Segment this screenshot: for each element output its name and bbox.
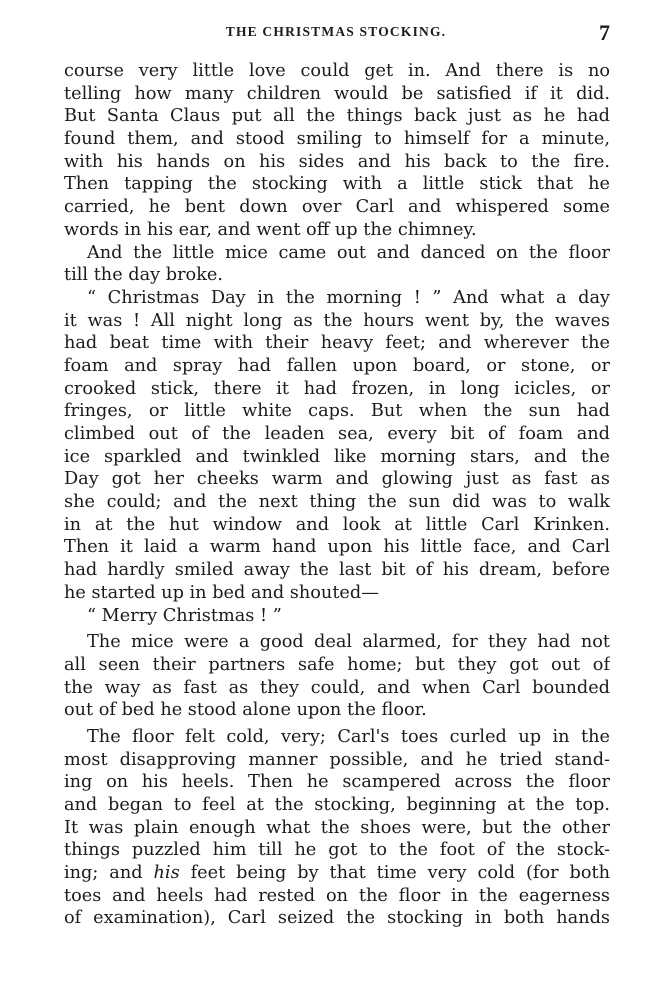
- running-header: [62, 22, 610, 46]
- text-line: had hardly smiled away the last bit of his dream, before: [64, 560, 610, 581]
- text-line: crooked stick, there it had frozen, in long icicles, or: [64, 378, 610, 399]
- text-line: And the little mice came out and danced on the floor: [87, 242, 610, 263]
- text-line: carried, he bent down over Carl and whispered some: [64, 197, 610, 218]
- text-line: “ Christmas Day in the morning ! ” And what a day: [87, 287, 610, 308]
- text-line: ice sparkled and twinkled like morning stars, and the: [64, 446, 610, 467]
- text-line: It was plain enough what the shoes were, but the other: [64, 817, 610, 838]
- text-line: climbed out of the leaden sea, every bit of foam and: [64, 424, 610, 444]
- text-line: ing; and his feet being by that time very cold (for both: [64, 863, 610, 884]
- text-line: things puzzled him till he got to the foot of the stock-: [64, 840, 610, 861]
- text-line: it was ! All night long as the hours went by, the waves: [64, 310, 610, 331]
- text-line: till the day broke.: [64, 265, 224, 286]
- text-line: Then it laid a warm hand upon his little face, and Carl: [64, 537, 610, 558]
- text-line: with his hands on his sides and his back to the fire.: [64, 151, 610, 172]
- text-line: course very little love could get in. And there is no: [64, 61, 610, 81]
- text-line: in at the hut window and look at little Carl Krinken.: [64, 514, 610, 535]
- text-line: she could; and the next thing the sun did was to walk: [64, 492, 610, 513]
- text-line: toes and heels had rested on the floor in the eagerness: [64, 885, 610, 906]
- page-number: 7: [599, 20, 610, 45]
- text-line: all seen their partners safe home; but they got out of: [64, 654, 610, 675]
- text-line: The floor felt cold, very; Carl's toes curled up in the: [87, 726, 610, 747]
- text-line: fringes, or little white caps. But when the sun had: [64, 401, 610, 422]
- text-line: foam and spray had fallen upon board, or stone, or: [64, 355, 610, 376]
- text-line: found them, and stood smiling to himself for a minute,: [64, 129, 610, 150]
- text-line: of examination), Carl seized the stocking in both hands: [64, 908, 610, 929]
- text-line: But Santa Claus put all the things back just as he had: [64, 106, 610, 127]
- text-line: ing on his heels. Then he scampered across the floor: [64, 772, 610, 793]
- text-line: the way as fast as they could, and when Carl bounded: [64, 677, 610, 698]
- text-line: words in his ear, and went off up the chimney.: [64, 219, 477, 240]
- text-line: The mice were a good deal alarmed, for they had not: [87, 632, 610, 653]
- text-line: telling how many children would be satisfied if it did.: [64, 83, 610, 104]
- text-line: he started up in bed and shouted—: [64, 582, 379, 603]
- emphasis-word: his: [153, 863, 180, 884]
- text-line: most disapproving manner possible, and he tried stand-: [64, 749, 610, 770]
- text-line: and began to feel at the stocking, beginning at the top.: [64, 795, 610, 815]
- body-text: [64, 60, 610, 930]
- text-line: had beat time with their heavy feet; and wherever the: [64, 333, 610, 354]
- text-line: Then tapping the stocking with a little stick that he: [64, 174, 610, 195]
- running-title: THE CHRISTMAS STOCKING.: [225, 24, 447, 39]
- text-line: Day got her cheeks warm and glowing just as fast as: [64, 469, 610, 490]
- text-line: “ Merry Christmas ! ”: [87, 605, 282, 626]
- text-line: out of bed he stood alone upon the floor.: [64, 700, 427, 721]
